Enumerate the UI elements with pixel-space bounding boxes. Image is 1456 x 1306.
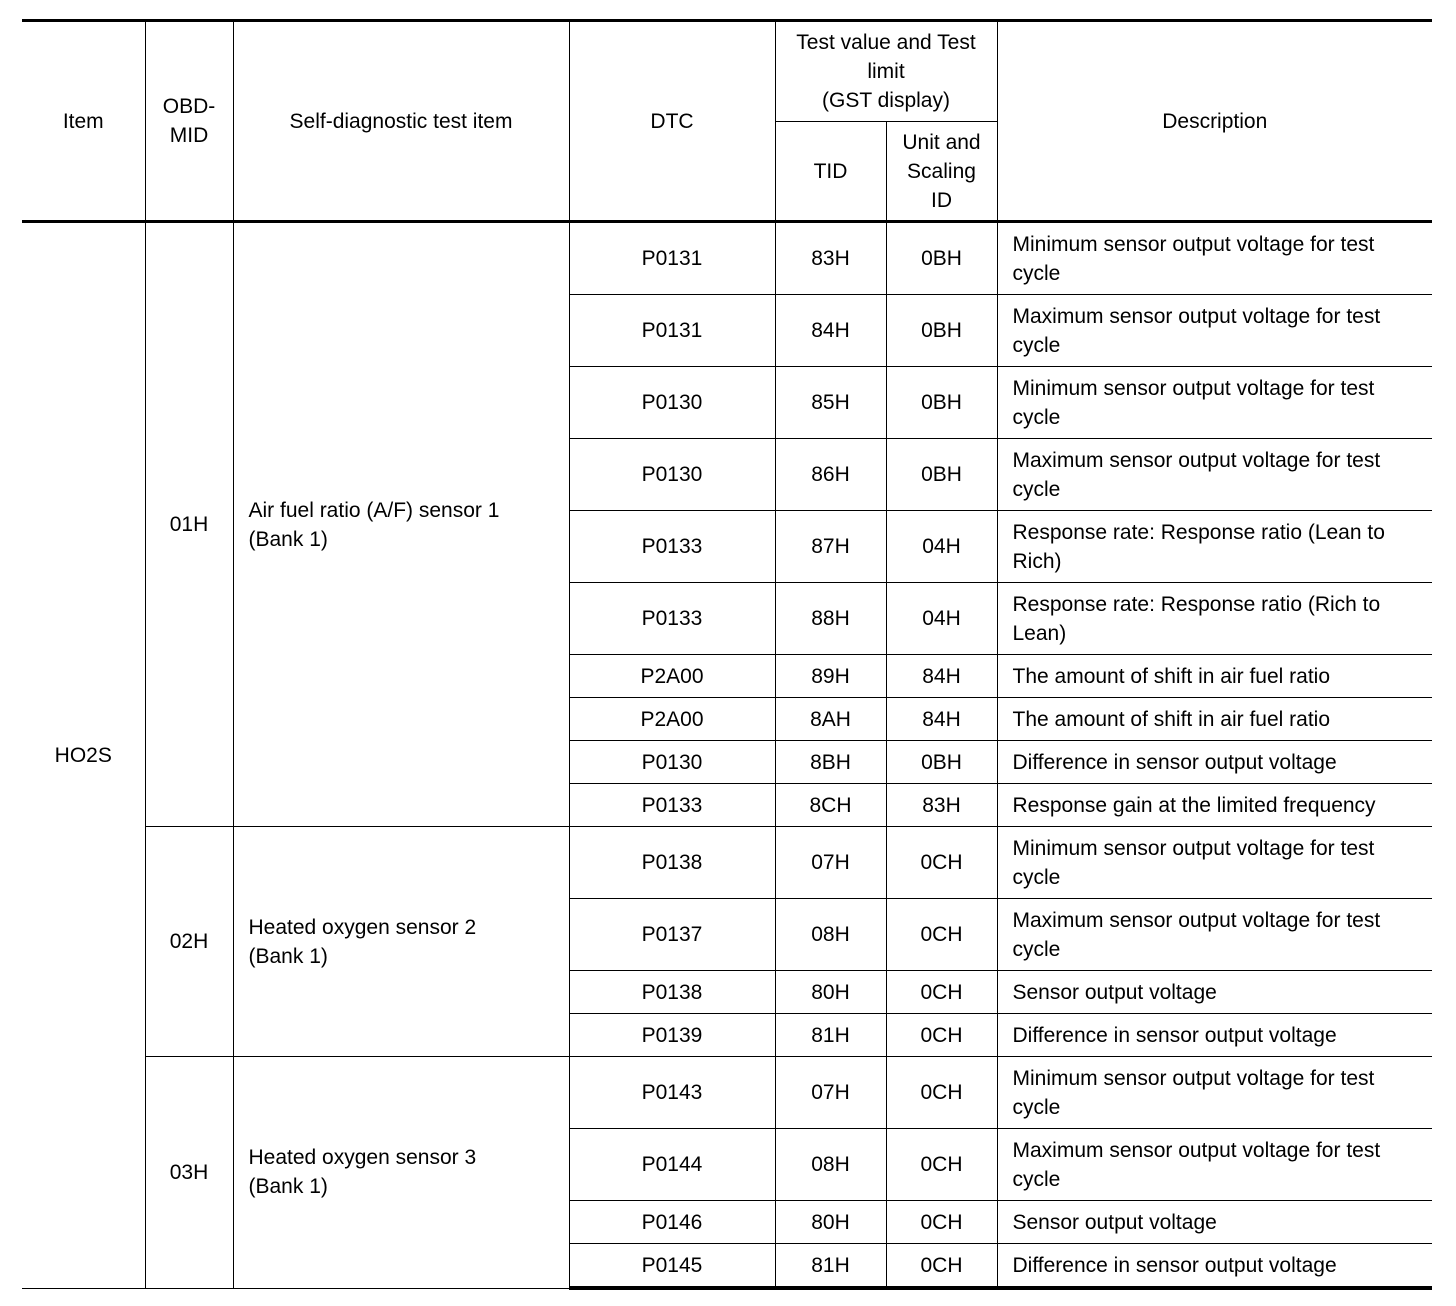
unit-scaling-cell: 04H xyxy=(886,583,997,655)
dtc-cell: P0137 xyxy=(569,899,775,971)
unit-scaling-cell: 0CH xyxy=(886,827,997,899)
description-cell: Maximum sensor output voltage for test cycle xyxy=(997,439,1432,511)
obd-test-table xyxy=(22,19,1432,1290)
description-cell: Difference in sensor output voltage xyxy=(997,741,1432,784)
unit-scaling-cell: 0BH xyxy=(886,741,997,784)
dtc-cell: P0133 xyxy=(569,583,775,655)
tid-cell: 8AH xyxy=(775,698,886,741)
dtc-cell: P0130 xyxy=(569,439,775,511)
header-description: Description xyxy=(997,21,1432,222)
tid-cell: 80H xyxy=(775,1201,886,1244)
description-cell: Minimum sensor output voltage for test cycle xyxy=(997,1057,1432,1129)
description-cell: Response gain at the limited frequency xyxy=(997,784,1432,827)
tid-cell: 08H xyxy=(775,899,886,971)
table-header xyxy=(22,21,1432,222)
description-cell: Minimum sensor output voltage for test cycle xyxy=(997,222,1432,295)
test-item-cell: Air fuel ratio (A/F) sensor 1 (Bank 1) xyxy=(233,222,569,827)
tid-cell: 8BH xyxy=(775,741,886,784)
tid-cell: 85H xyxy=(775,367,886,439)
unit-scaling-cell: 04H xyxy=(886,511,997,583)
tid-cell: 88H xyxy=(775,583,886,655)
tid-cell: 8CH xyxy=(775,784,886,827)
description-cell: The amount of shift in air fuel ratio xyxy=(997,655,1432,698)
description-cell: Response rate: Response ratio (Rich to Lean) xyxy=(997,583,1432,655)
table-row xyxy=(22,222,1432,295)
dtc-cell: P0138 xyxy=(569,971,775,1014)
dtc-cell: P0139 xyxy=(569,1014,775,1057)
dtc-cell: P0131 xyxy=(569,222,775,295)
description-cell: Difference in sensor output voltage xyxy=(997,1244,1432,1289)
tid-cell: 81H xyxy=(775,1244,886,1289)
tid-cell: 89H xyxy=(775,655,886,698)
tid-cell: 83H xyxy=(775,222,886,295)
dtc-cell: P0130 xyxy=(569,367,775,439)
table-body xyxy=(22,222,1432,1289)
description-cell: Response rate: Response ratio (Lean to Rich) xyxy=(997,511,1432,583)
dtc-cell: P0146 xyxy=(569,1201,775,1244)
description-cell: Maximum sensor output voltage for test cycle xyxy=(997,899,1432,971)
description-cell: Maximum sensor output voltage for test cycle xyxy=(997,295,1432,367)
header-item: Item xyxy=(22,21,145,222)
obd-mid-cell: 01H xyxy=(145,222,233,827)
header-dtc: DTC xyxy=(569,21,775,222)
dtc-cell: P2A00 xyxy=(569,655,775,698)
unit-scaling-cell: 83H xyxy=(886,784,997,827)
unit-scaling-cell: 0BH xyxy=(886,439,997,511)
description-cell: Sensor output voltage xyxy=(997,971,1432,1014)
unit-scaling-cell: 0BH xyxy=(886,222,997,295)
test-item-cell: Heated oxygen sensor 3 (Bank 1) xyxy=(233,1057,569,1289)
unit-scaling-cell: 0BH xyxy=(886,367,997,439)
description-cell: Minimum sensor output voltage for test cycle xyxy=(997,367,1432,439)
obd-mid-cell: 03H xyxy=(145,1057,233,1289)
header-tid: TID xyxy=(775,122,886,222)
dtc-cell: P0143 xyxy=(569,1057,775,1129)
header-test-value-limit: Test value and Test limit (GST display) xyxy=(775,21,997,122)
unit-scaling-cell: 0CH xyxy=(886,899,997,971)
header-unit-scaling-id: Unit and Scaling ID xyxy=(886,122,997,222)
unit-scaling-cell: 0CH xyxy=(886,1129,997,1201)
description-cell: Sensor output voltage xyxy=(997,1201,1432,1244)
unit-scaling-cell: 0CH xyxy=(886,1057,997,1129)
unit-scaling-cell: 0CH xyxy=(886,971,997,1014)
dtc-cell: P0138 xyxy=(569,827,775,899)
description-cell: Maximum sensor output voltage for test cycle xyxy=(997,1129,1432,1201)
tid-cell: 07H xyxy=(775,1057,886,1129)
dtc-cell: P2A00 xyxy=(569,698,775,741)
table-row xyxy=(22,827,1432,899)
tid-cell: 84H xyxy=(775,295,886,367)
unit-scaling-cell: 0CH xyxy=(886,1014,997,1057)
tid-cell: 07H xyxy=(775,827,886,899)
tid-cell: 87H xyxy=(775,511,886,583)
header-obd-mid: OBD- MID xyxy=(145,21,233,222)
dtc-cell: P0145 xyxy=(569,1244,775,1289)
unit-scaling-cell: 84H xyxy=(886,655,997,698)
dtc-cell: P0133 xyxy=(569,784,775,827)
unit-scaling-cell: 0CH xyxy=(886,1244,997,1289)
obd-test-table-container xyxy=(22,19,1432,1290)
tid-cell: 86H xyxy=(775,439,886,511)
header-self-diagnostic-test-item: Self-diagnostic test item xyxy=(233,21,569,222)
dtc-cell: P0133 xyxy=(569,511,775,583)
table-row xyxy=(22,1057,1432,1129)
tid-cell: 80H xyxy=(775,971,886,1014)
test-item-cell: Heated oxygen sensor 2 (Bank 1) xyxy=(233,827,569,1057)
tid-cell: 81H xyxy=(775,1014,886,1057)
description-cell: Minimum sensor output voltage for test cycle xyxy=(997,827,1432,899)
tid-cell: 08H xyxy=(775,1129,886,1201)
description-cell: The amount of shift in air fuel ratio xyxy=(997,698,1432,741)
obd-mid-cell: 02H xyxy=(145,827,233,1057)
unit-scaling-cell: 84H xyxy=(886,698,997,741)
dtc-cell: P0131 xyxy=(569,295,775,367)
unit-scaling-cell: 0CH xyxy=(886,1201,997,1244)
dtc-cell: P0130 xyxy=(569,741,775,784)
unit-scaling-cell: 0BH xyxy=(886,295,997,367)
dtc-cell: P0144 xyxy=(569,1129,775,1201)
item-cell: HO2S xyxy=(22,222,145,1289)
description-cell: Difference in sensor output voltage xyxy=(997,1014,1432,1057)
